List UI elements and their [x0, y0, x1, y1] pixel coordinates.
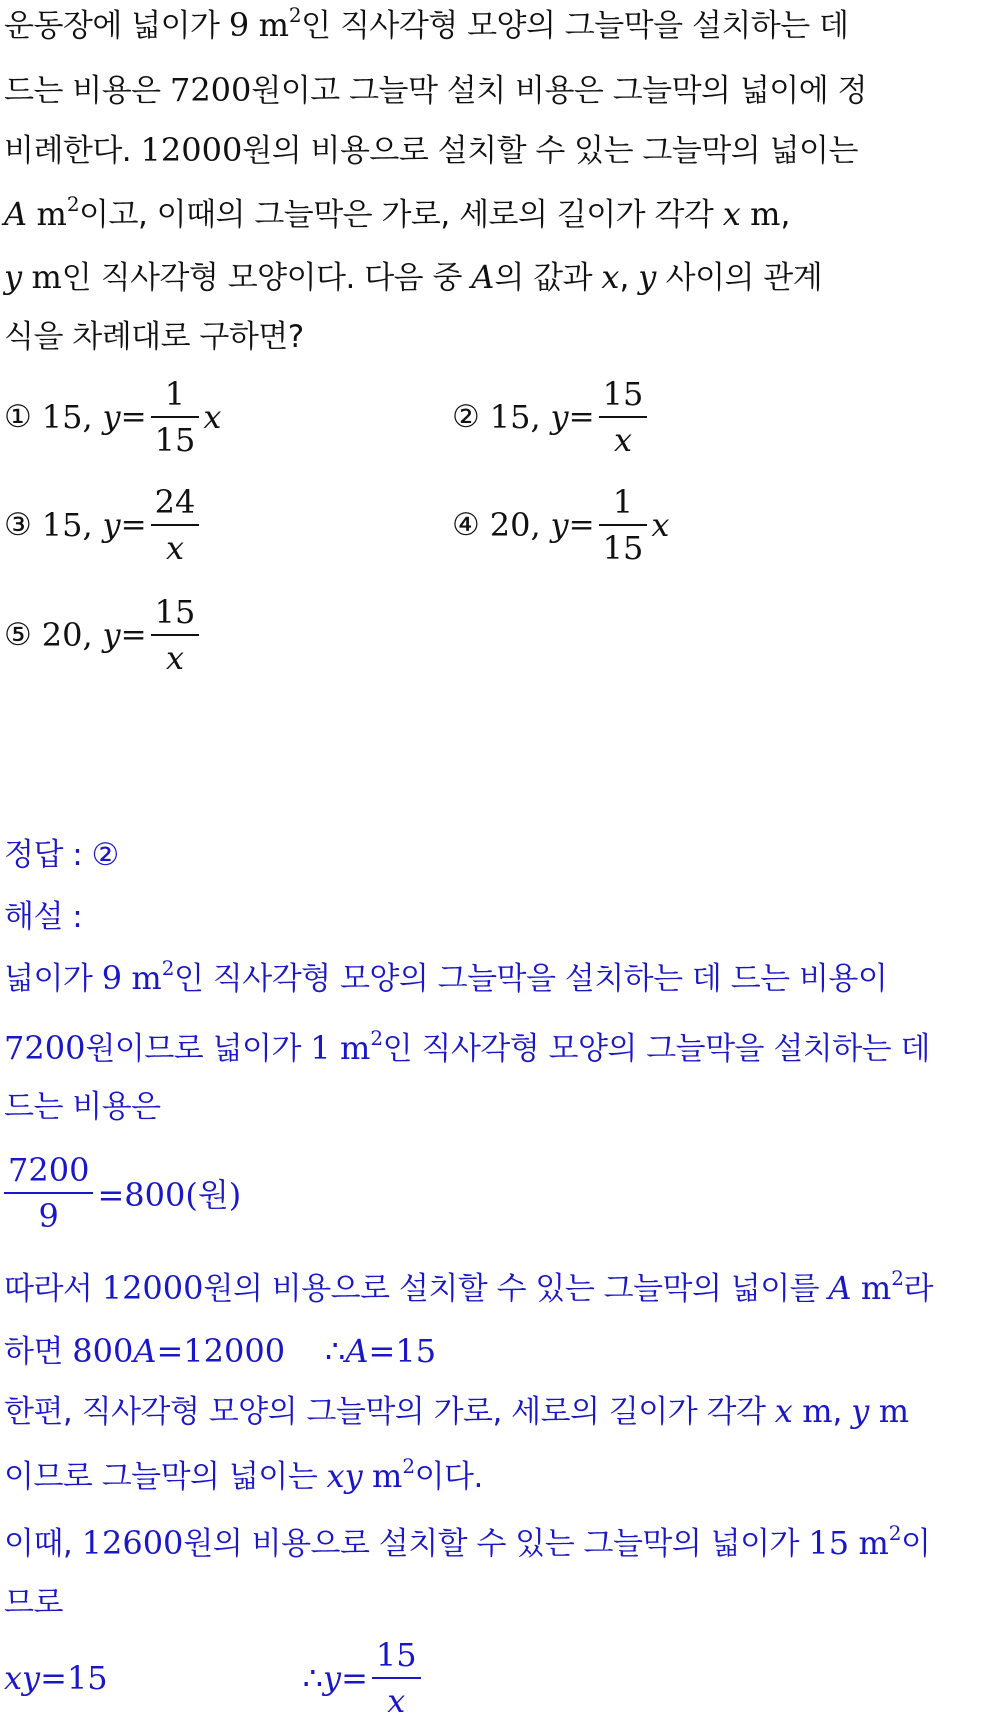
fraction-denominator: 9	[38, 1197, 59, 1235]
math-unit: m	[878, 1392, 910, 1430]
math-number: 9	[101, 959, 123, 997]
fraction-denominator: x	[165, 529, 184, 567]
explanation-text: 넓이가	[4, 961, 102, 997]
explanation-line-7	[4, 1391, 909, 1432]
fraction-denominator: x	[613, 421, 632, 459]
math-unit: m	[36, 195, 67, 233]
math-number: 7200	[169, 71, 252, 109]
fraction-numerator: 1	[151, 372, 200, 418]
explanation-line-5	[4, 1268, 933, 1309]
punctuation: ,	[832, 1394, 842, 1430]
math-variable: y	[550, 506, 569, 544]
math-variable: A	[133, 1332, 157, 1370]
explanation-label	[4, 897, 82, 937]
math-number: 800	[72, 1332, 134, 1370]
math-exponent: 2	[161, 956, 174, 980]
math-variable: x	[651, 506, 670, 544]
fraction-denominator: 15	[602, 529, 644, 567]
math-variable: y	[102, 616, 121, 654]
explanation-text: 인 직사각형 모양의 그늘막을 설치하는 데	[382, 1031, 930, 1067]
question-line-5	[4, 257, 822, 298]
therefore-symbol: ∴	[325, 1332, 346, 1370]
fraction	[599, 372, 648, 462]
explanation-text: 므로	[4, 1585, 63, 1621]
math-number: 12000	[101, 1269, 204, 1307]
explanation-text: 따라서	[4, 1271, 102, 1307]
explanation-line-3	[4, 1087, 161, 1127]
math-unit: m	[750, 195, 781, 233]
answer-text: 정답 : ②	[4, 837, 119, 873]
math-number: 7200	[4, 1029, 86, 1067]
explanation-line-4	[4, 1148, 241, 1238]
explanation-line-8	[4, 1456, 483, 1497]
math-expression: =15	[368, 1332, 437, 1370]
math-exponent: 2	[891, 1266, 904, 1290]
fraction-denominator: x	[387, 1682, 406, 1720]
explanation-line-11	[4, 1633, 425, 1723]
fraction	[151, 372, 200, 462]
fraction	[151, 480, 200, 570]
choice-a-value: 20,	[489, 506, 541, 544]
math-variable: x	[203, 398, 222, 436]
fraction-numerator: 1	[599, 480, 648, 526]
equals-sign: =	[568, 399, 595, 435]
choice-number: ②	[452, 399, 480, 435]
punctuation: ,	[619, 260, 629, 296]
math-variable: x	[722, 195, 741, 233]
equals-sign: =	[120, 507, 147, 543]
math-exponent: 2	[402, 1454, 415, 1478]
explanation-text: 원의 비용으로 설치할 수 있는 그늘막의 넓이가	[183, 1526, 809, 1562]
math-variable: y	[550, 398, 569, 436]
math-unit: m	[31, 258, 62, 296]
question-text: 드는 비용은	[4, 73, 170, 109]
math-variable: y	[851, 1392, 870, 1430]
answer-label	[4, 835, 119, 875]
explanation-line-6	[4, 1331, 436, 1372]
question-text: 의 값과	[494, 260, 602, 296]
math-variable: A	[4, 195, 28, 233]
math-exponent: 2	[370, 1026, 383, 1050]
choice-4[interactable]	[452, 470, 669, 580]
equals-sign: =	[120, 617, 147, 653]
explanation-title: 해설 :	[4, 899, 83, 935]
math-unit: m	[258, 6, 289, 44]
math-unit: m	[858, 1524, 889, 1562]
math-unit: m	[860, 1269, 892, 1307]
question-line-4	[4, 194, 790, 235]
question-line-3	[4, 130, 858, 171]
explanation-text: 하면	[4, 1334, 73, 1370]
fraction-numerator: 24	[151, 480, 200, 526]
math-variable: y	[102, 398, 121, 436]
equals-sign: =	[341, 1659, 368, 1697]
choice-a-value: 15,	[489, 398, 541, 436]
choice-1[interactable]	[4, 362, 221, 472]
fraction-denominator: 15	[154, 421, 196, 459]
question-text: 비례한다.	[4, 133, 141, 169]
math-variable: x	[774, 1392, 793, 1430]
fraction	[4, 1148, 93, 1238]
question-line-1	[4, 5, 849, 46]
fraction-numerator: 7200	[4, 1148, 93, 1194]
question-line-2	[4, 70, 867, 111]
math-variable: xy	[326, 1457, 363, 1495]
math-exponent: 2	[888, 1521, 902, 1545]
explanation-text: 이	[901, 1526, 931, 1562]
explanation-line-10	[4, 1583, 63, 1623]
question-text: 인 직사각형 모양의 그늘막을 설치하는 데	[301, 8, 849, 44]
fraction	[599, 480, 648, 570]
math-variable: y	[4, 258, 23, 296]
question-text: 원의 비용으로 설치할 수 있는 그늘막의 넓이는	[242, 133, 858, 169]
math-number: 1	[310, 1029, 331, 1067]
choice-a-value: 15,	[41, 506, 93, 544]
fraction-numerator: 15	[151, 590, 200, 636]
math-unit: m	[340, 1029, 371, 1067]
fraction-numerator: 15	[372, 1633, 421, 1679]
math-number: 12600	[81, 1524, 184, 1562]
explanation-text: 원의 비용으로 설치할 수 있는 그늘막의 넓이를	[203, 1271, 829, 1307]
punctuation: ,	[780, 197, 790, 233]
math-number: 9	[228, 6, 250, 44]
explanation-text: 이므로 그늘막의 넓이는	[4, 1459, 327, 1495]
question-text: 식을 차례대로 구하면?	[4, 319, 304, 355]
math-variable: y	[638, 258, 657, 296]
fraction-denominator: x	[165, 639, 184, 677]
choice-number: ⑤	[4, 617, 32, 653]
choice-number: ①	[4, 399, 32, 435]
math-variable: xy	[4, 1659, 41, 1697]
choice-2[interactable]	[452, 362, 651, 472]
math-unit: m	[802, 1392, 833, 1430]
math-unit: m	[372, 1457, 403, 1495]
math-exponent: 2	[66, 192, 80, 216]
explanation-text: 한편, 직사각형 모양의 그늘막의 가로, 세로의 길이가 각각	[4, 1394, 775, 1430]
equals-sign: =	[568, 507, 595, 543]
explanation-text: 드는 비용은	[4, 1089, 161, 1125]
question-text: 사이의 관계	[656, 260, 823, 296]
question-text: 이고, 이때의 그늘막은 가로, 세로의 길이가 각각	[79, 197, 723, 233]
explanation-line-2	[4, 1028, 930, 1069]
math-variable: A	[828, 1269, 852, 1307]
math-number: 12000	[140, 131, 243, 169]
question-line-6	[4, 317, 304, 357]
math-variable: y	[102, 506, 121, 544]
question-text: 원이고 그늘막 설치 비용은 그늘막의 넓이에 정	[251, 73, 867, 109]
math-variable: A	[471, 258, 495, 296]
choice-a-value: 15,	[41, 398, 93, 436]
math-variable: x	[601, 258, 620, 296]
explanation-text: 라	[903, 1271, 933, 1307]
math-number: 15	[808, 1524, 850, 1562]
choice-number: ④	[452, 507, 480, 543]
explanation-text: 이때,	[4, 1526, 82, 1562]
question-text: 운동장에 넓이가	[4, 8, 229, 44]
choice-a-value: 20,	[41, 616, 93, 654]
math-variable: A	[345, 1332, 369, 1370]
math-variable: y	[323, 1659, 342, 1697]
math-unit: m	[131, 959, 162, 997]
equals-sign: =	[120, 399, 147, 435]
explanation-line-1	[4, 958, 887, 999]
math-expression: =800(원)	[97, 1176, 242, 1214]
explanation-line-9	[4, 1523, 930, 1564]
explanation-text: 이다.	[414, 1459, 483, 1495]
question-text: 인 직사각형 모양이다. 다음 중	[61, 260, 472, 296]
math-exponent: 2	[288, 3, 302, 27]
therefore-symbol: ∴	[302, 1659, 324, 1697]
explanation-text: 인 직사각형 모양의 그늘막을 설치하는 데 드는 비용이	[174, 961, 888, 997]
math-expression: =15	[40, 1659, 108, 1697]
choice-number: ③	[4, 507, 32, 543]
choice-5[interactable]	[4, 580, 203, 690]
math-expression: =12000	[156, 1332, 286, 1370]
explanation-text: 원이므로 넓이가	[85, 1031, 311, 1067]
choice-3[interactable]	[4, 470, 203, 580]
fraction	[372, 1633, 421, 1723]
fraction	[151, 590, 200, 680]
fraction-numerator: 15	[599, 372, 648, 418]
